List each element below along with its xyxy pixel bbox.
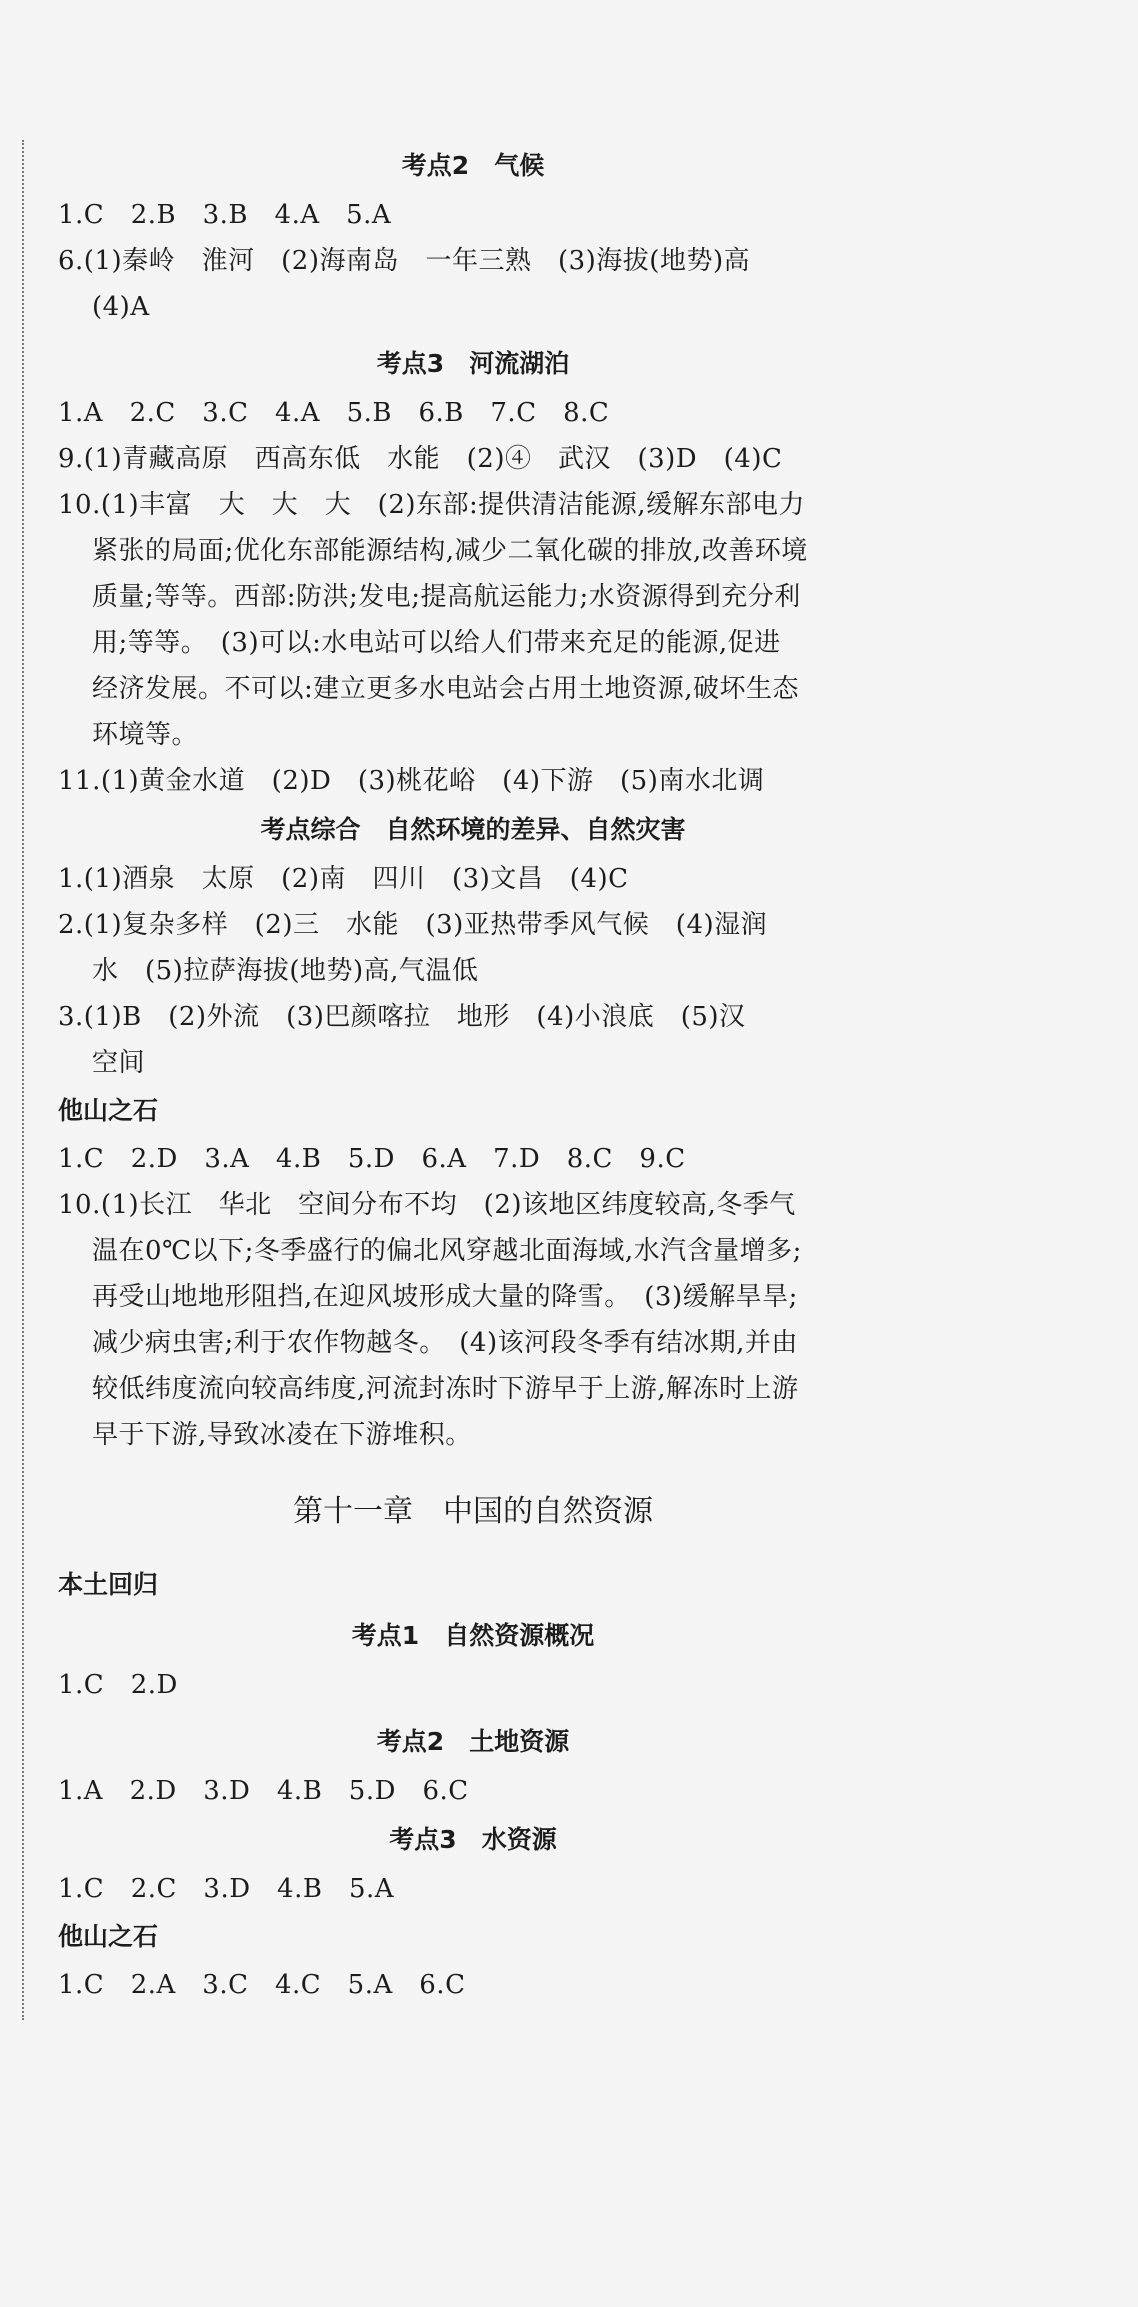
heading-rivers-lakes: 考点3 河流湖泊: [376, 349, 570, 378]
heading-local-return: 本土回归: [58, 1570, 159, 1599]
answer-line: 9.(1)青藏高原 西高东低 水能 (2)④ 武汉 (3)D (4)C: [58, 444, 783, 474]
answer-line: 1.C 2.A 3.C 4.C 5.A 6.C: [58, 1970, 466, 2000]
answer-line: 温在0℃以下;冬季盛行的偏北风穿越北面海域,水汽含量增多;: [92, 1236, 802, 1266]
answer-line: 空间: [92, 1048, 146, 1078]
answer-line: 10.(1)丰富 大 大 大 (2)东部:提供清洁能源,缓解东部电力: [58, 490, 806, 520]
answer-line: 质量;等等。西部:防洪;发电;提高航运能力;水资源得到充分利: [92, 582, 801, 612]
answer-line: 11.(1)黄金水道 (2)D (3)桃花峪 (4)下游 (5)南水北调: [58, 766, 765, 796]
answer-line: 水 (5)拉萨海拔(地势)高,气温低: [92, 956, 479, 986]
heading-other-stones-2: 他山之石: [58, 1922, 159, 1951]
answer-line: 环境等。: [92, 720, 199, 750]
heading-resources-overview: 考点1 自然资源概况: [351, 1621, 595, 1650]
binding-dotted-line: [22, 140, 24, 2020]
answer-line: (4)A: [92, 292, 150, 322]
answer-line: 1.C 2.D: [58, 1670, 178, 1700]
answer-line: 再受山地地形阻挡,在迎风坡形成大量的降雪。 (3)缓解旱旱;: [92, 1282, 798, 1312]
answer-line: 减少病虫害;利于农作物越冬。 (4)该河段冬季有结冰期,并由: [92, 1328, 798, 1358]
answer-line: 1.(1)酒泉 太原 (2)南 四川 (3)文昌 (4)C: [58, 864, 629, 894]
heading-land-resources: 考点2 土地资源: [376, 1727, 570, 1756]
answer-line: 1.A 2.C 3.C 4.A 5.B 6.B 7.C 8.C: [58, 398, 610, 428]
answer-line: 1.C 2.B 3.B 4.A 5.A: [58, 200, 392, 230]
heading-comprehensive: 考点综合 自然环境的差异、自然灾害: [260, 815, 686, 844]
answer-line: 10.(1)长江 华北 空间分布不均 (2)该地区纬度较高,冬季气: [58, 1190, 796, 1220]
heading-other-stones: 他山之石: [58, 1096, 159, 1125]
answer-line: 紧张的局面;优化东部能源结构,减少二氧化碳的排放,改善环境: [92, 536, 808, 566]
answer-line: 早于下游,导致冰凌在下游堆积。: [92, 1420, 472, 1450]
answer-line: 6.(1)秦岭 淮河 (2)海南岛 一年三熟 (3)海拔(地势)高: [58, 246, 751, 276]
answer-line: 2.(1)复杂多样 (2)三 水能 (3)亚热带季风气候 (4)湿润: [58, 910, 768, 940]
answer-line: 3.(1)B (2)外流 (3)巴颜喀拉 地形 (4)小浪底 (5)汉: [58, 1002, 746, 1032]
answer-line: 1.C 2.C 3.D 4.B 5.A: [58, 1874, 395, 1904]
answer-line: 较低纬度流向较高纬度,河流封冻时下游早于上游,解冻时上游: [92, 1374, 799, 1404]
answer-line: 1.A 2.D 3.D 4.B 5.D 6.C: [58, 1776, 469, 1806]
answer-line: 用;等等。 (3)可以:水电站可以给人们带来充足的能源,促进: [92, 628, 781, 658]
heading-water-resources: 考点3 水资源: [389, 1825, 557, 1854]
answer-line: 经济发展。不可以:建立更多水电站会占用土地资源,破坏生态: [92, 674, 800, 704]
answer-content: [58, 140, 888, 2008]
heading-climate: 考点2 气候: [401, 151, 545, 180]
chapter-title: 第十一章 中国的自然资源: [293, 1494, 653, 1529]
answer-line: 1.C 2.D 3.A 4.B 5.D 6.A 7.D 8.C 9.C: [58, 1144, 686, 1174]
